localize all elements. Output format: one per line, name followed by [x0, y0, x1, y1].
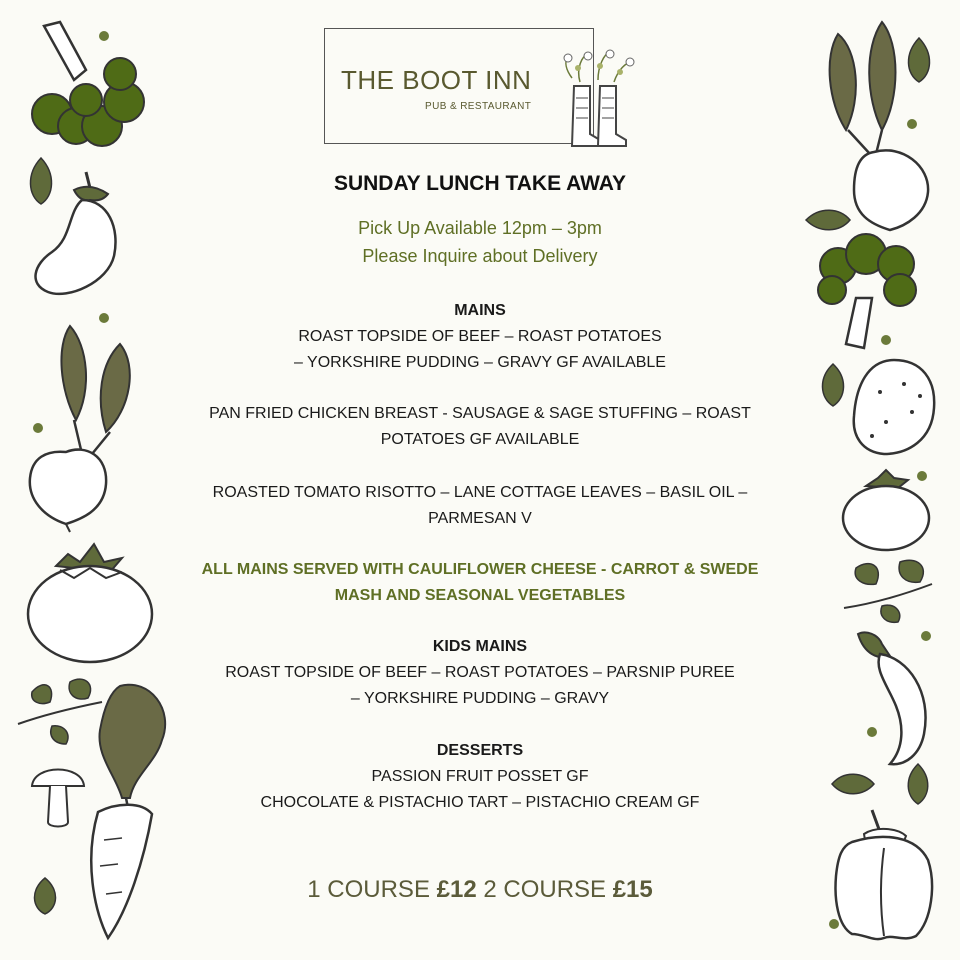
course2-price: £15: [612, 876, 653, 903]
pricing: [0, 876, 960, 904]
leaf-icon: [904, 36, 934, 84]
menu-item: PAN FRIED CHICKEN BREAST - SAUSAGE & SAGE STUFFING – ROAST: [209, 405, 751, 422]
menu-title: SUNDAY LUNCH TAKE AWAY: [333, 172, 627, 195]
menu-item: PASSION FRUIT POSSET GF: [371, 768, 589, 785]
bell-pepper-illustration: [832, 808, 936, 942]
menu-item: CHOCOLATE & PISTACHIO TART – PISTACHIO CREAM GF: [260, 794, 700, 811]
logo-tagline: PUB & RESTAURANT: [425, 101, 532, 112]
broccoli-illustration: [24, 18, 154, 158]
menu-item: POTATOES GF AVAILABLE: [380, 431, 580, 448]
dot-icon: [98, 30, 110, 42]
served-with-note: MASH AND SEASONAL VEGETABLES: [334, 587, 626, 604]
mains-heading: MAINS: [454, 302, 506, 319]
dot-icon: [916, 470, 928, 482]
dot-icon: [866, 726, 878, 738]
served-with-note: ALL MAINS SERVED WITH CAULIFLOWER CHEESE - CARROT & SWEDE: [201, 561, 759, 578]
course1-price: £12: [436, 876, 477, 903]
pickup-hours: Pick Up Available 12pm – 3pm: [358, 218, 602, 238]
course2-label: 2 COURSE: [476, 876, 613, 903]
kids-mains-heading: KIDS MAINS: [432, 638, 528, 655]
menu-item: PARMESAN V: [428, 510, 532, 527]
dot-icon: [828, 918, 840, 930]
logo-name: THE BOOT INN: [341, 65, 532, 95]
desserts-heading: DESSERTS: [436, 742, 524, 759]
delivery-note: Please Inquire about Delivery: [362, 246, 598, 266]
course1-label: 1 COURSE: [307, 876, 437, 903]
dot-icon: [906, 118, 918, 130]
menu-item: – YORKSHIRE PUDDING – GRAVY: [350, 690, 610, 707]
menu-item: ROAST TOPSIDE OF BEEF – ROAST POTATOES – PARSNIP PUREE: [225, 664, 735, 681]
menu-item: ROAST TOPSIDE OF BEEF – ROAST POTATOES: [298, 328, 662, 345]
menu-item: – YORKSHIRE PUDDING – GRAVY GF AVAILABLE: [294, 354, 666, 371]
boots-with-flowers-icon: [560, 48, 636, 148]
logo-frame: [324, 28, 594, 144]
menu-item: ROASTED TOMATO RISOTTO – LANE COTTAGE LEAVES – BASIL OIL –: [212, 484, 748, 501]
